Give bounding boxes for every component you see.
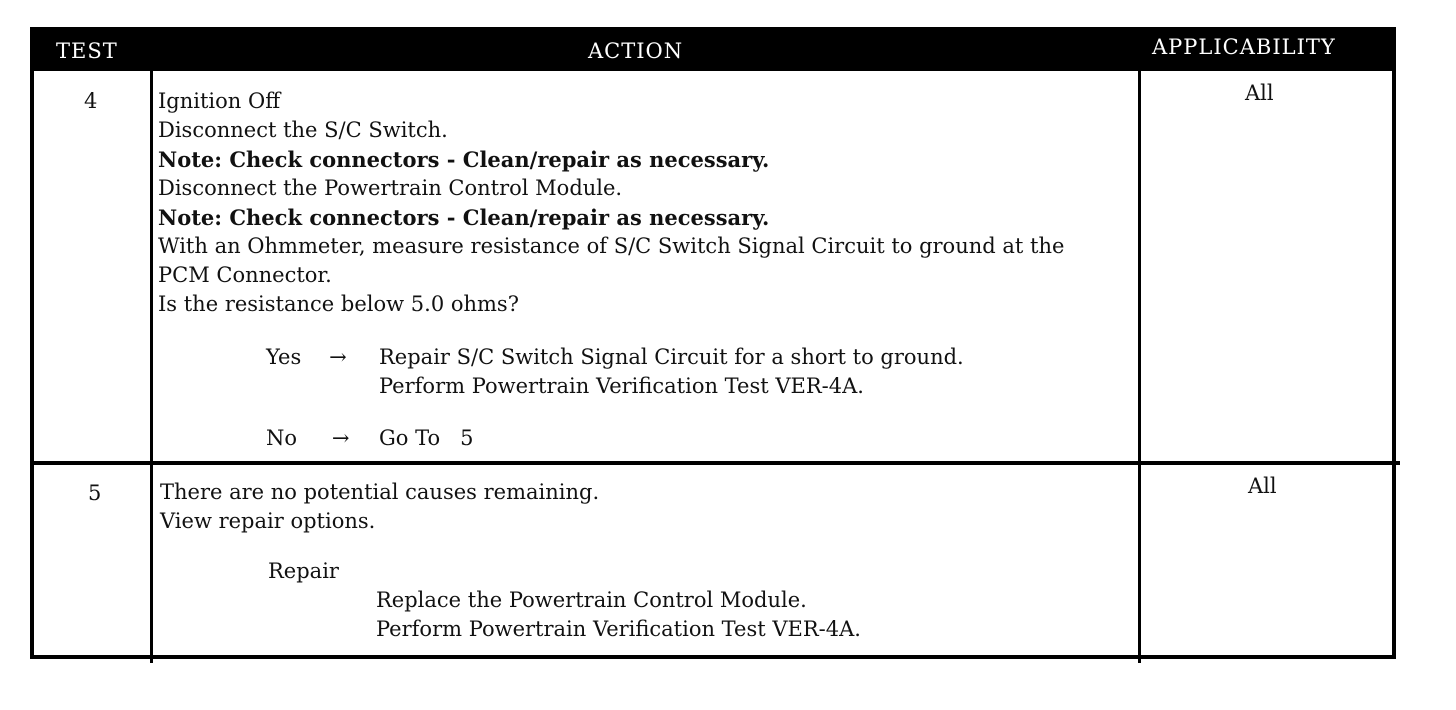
repair-label: Repair: [268, 559, 339, 583]
row-5-test-number: 5: [88, 481, 102, 505]
arrow-icon: →: [331, 426, 350, 450]
action-line: Disconnect the S/C Switch.: [158, 118, 448, 142]
repair-outcome-line: Replace the Powertrain Control Module.: [376, 588, 807, 612]
row-5-applicability: All: [1248, 474, 1277, 498]
question-line: Is the resistance below 5.0 ohms?: [158, 292, 519, 316]
header-test: TEST: [56, 39, 118, 63]
no-label: No: [266, 426, 298, 450]
arrow-icon: →: [329, 345, 347, 369]
action-line: PCM Connector.: [158, 263, 332, 287]
action-line: Disconnect the Powertrain Control Module.: [158, 176, 623, 200]
note-line: Note: Check connectors - Clean/repair as necessary.: [158, 205, 770, 230]
yes-outcome: [379, 343, 964, 401]
no-outcome: Go To 5: [379, 426, 474, 450]
action-line: There are no potential causes remaining.: [160, 480, 600, 504]
diagnostic-table: [30, 27, 1396, 659]
yes-outcome-line: Perform Powertrain Verification Test VER-4A.: [379, 374, 864, 398]
no-branch: [266, 424, 361, 453]
row-4-applicability: All: [1245, 81, 1274, 105]
row-divider: [34, 461, 1400, 465]
column-divider-test: [150, 71, 153, 663]
action-line: View repair options.: [160, 509, 376, 533]
header-applicability: APPLICABILITY: [1152, 35, 1336, 59]
row-5-action: [160, 478, 599, 536]
yes-branch: [266, 343, 358, 372]
column-divider-applicability: [1138, 67, 1141, 663]
table-header: [34, 31, 1392, 71]
yes-outcome-line: Repair S/C Switch Signal Circuit for a short to ground.: [379, 345, 964, 369]
repair-outcome: [376, 586, 861, 644]
action-line: With an Ohmmeter, measure resistance of S/C Switch Signal Circuit to ground at the: [158, 234, 1065, 258]
row-4-test-number: 4: [84, 89, 98, 113]
repair-outcome-line: Perform Powertrain Verification Test VER-4A.: [376, 617, 861, 641]
row-4-action: [158, 87, 1064, 319]
action-line: Ignition Off: [158, 89, 281, 113]
yes-label: Yes: [266, 345, 302, 369]
note-line: Note: Check connectors - Clean/repair as necessary.: [158, 147, 770, 172]
header-action: ACTION: [588, 39, 684, 63]
